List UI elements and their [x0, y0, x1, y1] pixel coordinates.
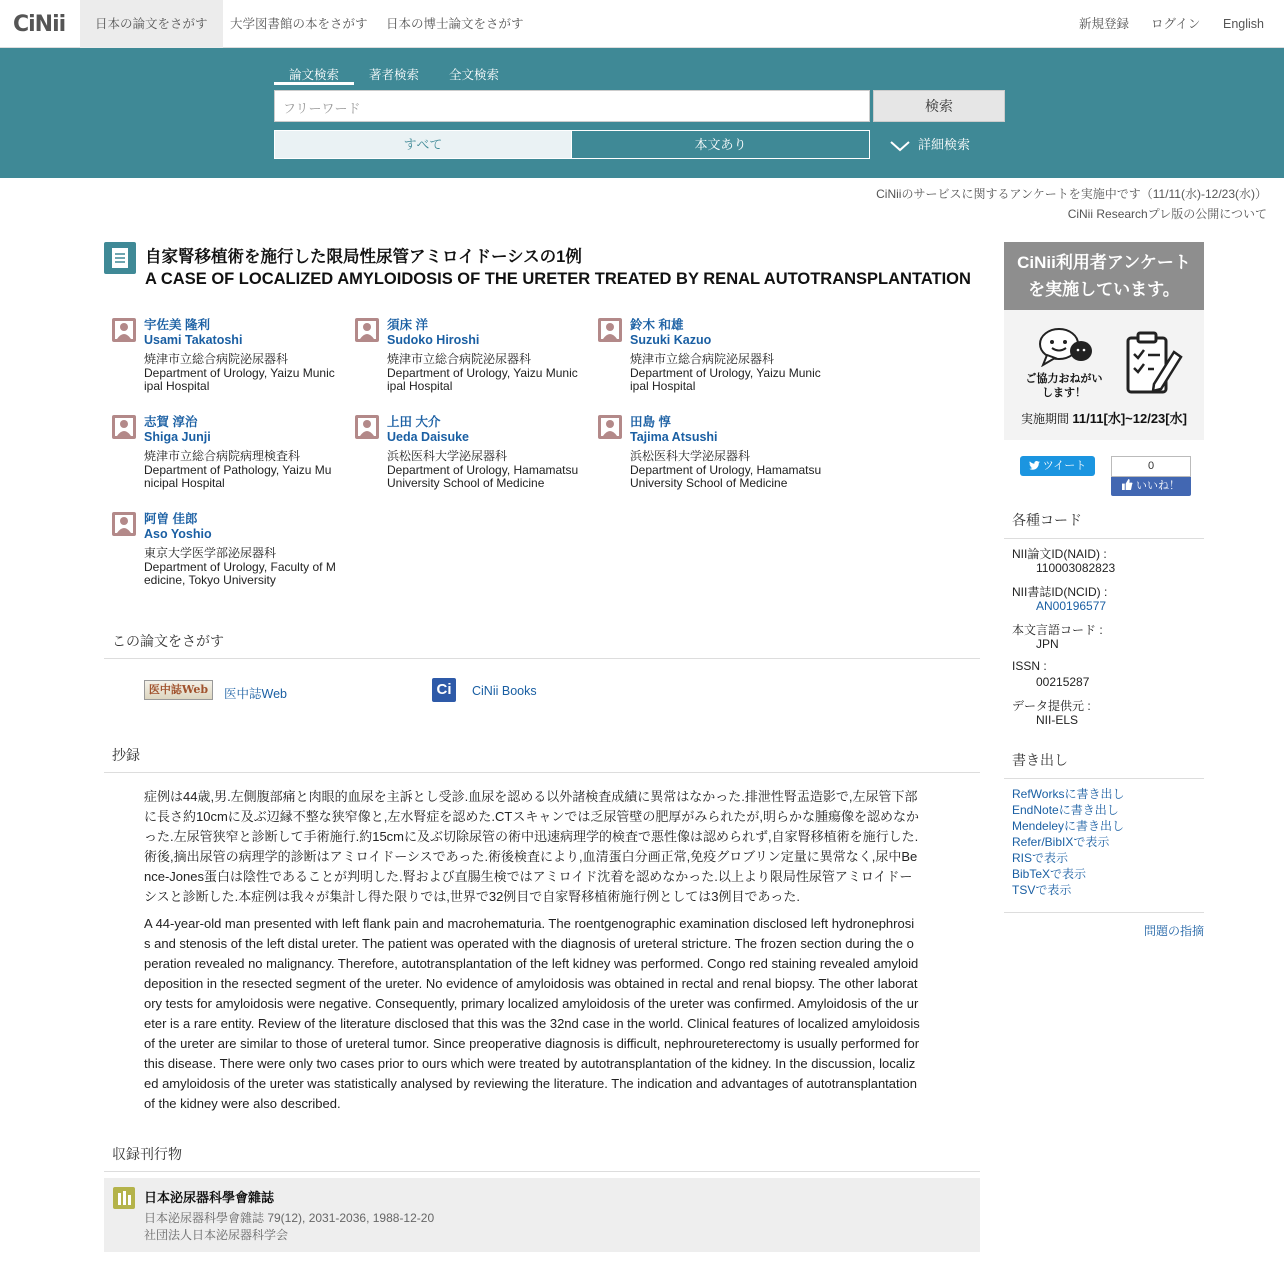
- author-card: [144, 415, 344, 490]
- issn-label: ISSN :: [1012, 659, 1047, 673]
- author-name-ja[interactable]: 鈴木 和雄: [630, 318, 684, 332]
- author-affiliation-en: Department of Urology, Yaizu Municipal Hospital: [630, 366, 821, 393]
- person-icon: [355, 415, 379, 439]
- cinii-books-link[interactable]: CiNii Books: [472, 684, 537, 698]
- thumbs-up-icon: [1122, 479, 1133, 490]
- author-affiliation-ja: 浜松医科大学泌尿器科: [387, 449, 508, 463]
- search-panel: [0, 48, 1284, 178]
- abstract-japanese: 症例は44歳,男.左側腹部痛と肉眼的血尿を主訴とし受診.血尿を認める以外諸検査成績に異常はなかった.排泄性腎盂造影で,左尿管下部に長さ約10cmに及ぶ辺縁不整な狭窄像と,左水腎症を認めた.CTスキャンでは乏尿管壁の肥厚がみられたが,明らかな腫瘍像を認めなかった.左尿管狭窄と診断して手術施行.約15cmに及ぶ切除尿管の術中迅速病理学的検査で悪性像は認められず,自家腎移植術を施行した.術後,摘出尿管の病理学的診断はアミロイドーシスであった.術後検査により,血清蛋白分画正常,免疫グロブリン定量に異常なく,尿中Bence-Jones蛋白は陰性であることが判明した.腎および直腸生検ではアミロイド沈着を認めなかった.以上より限局性尿管アミロイドーシスと診断した.本症例は我々が集計し得た限りでは,世界で32例目で自家腎移植術施行例としては3例目であった.: [144, 789, 919, 904]
- tweet-label: ツイート: [1042, 460, 1087, 472]
- facebook-like-label: いいね！: [1136, 480, 1181, 492]
- tab-doctoral-dissertations[interactable]: 日本の博士論文をさがす: [386, 17, 524, 31]
- author-name-ja[interactable]: 上田 大介: [387, 415, 441, 429]
- naid-label: NII論文ID(NAID) :: [1012, 547, 1107, 561]
- journal-icon: [113, 1187, 135, 1209]
- survey-notice-link[interactable]: CiNiiのサービスに関するアンケートを実施中です（11/11(水)-12/23(水)）: [876, 187, 1267, 201]
- author-affiliation-en: Department of Pathology, Yaizu Municipal Hospital: [144, 463, 332, 490]
- language-code-value: JPN: [1036, 637, 1059, 651]
- ncid-link[interactable]: AN00196577: [1036, 599, 1107, 613]
- period-dates: 11/11[水]~12/23[水]: [1072, 411, 1187, 426]
- codes-heading: 各種コード: [1004, 510, 1204, 539]
- cinii-books-icon[interactable]: Ci: [432, 678, 456, 702]
- facebook-like-count: 0: [1111, 456, 1191, 477]
- cinii-research-notice-link[interactable]: CiNii Researchプレ版の公開について: [1067, 207, 1267, 221]
- search-input[interactable]: フリーワード: [274, 90, 870, 122]
- person-icon: [112, 318, 136, 342]
- author-name-ja[interactable]: 宇佐美 隆利: [144, 318, 210, 332]
- survey-banner[interactable]: [1004, 242, 1204, 440]
- ichushi-link[interactable]: 医中誌Web: [224, 687, 287, 701]
- language-code-label: 本文言語コード :: [1012, 623, 1103, 637]
- author-card: [144, 318, 344, 393]
- author-name-en[interactable]: Ueda Daisuke: [387, 430, 469, 444]
- author-card: [630, 318, 830, 393]
- survey-banner-line1: CiNii利用者アンケート: [1017, 253, 1191, 272]
- author-card: [630, 415, 830, 490]
- ncid-label: NII書誌ID(NCID) :: [1012, 585, 1108, 599]
- tab-author-search[interactable]: 著者検索: [368, 68, 419, 82]
- author-name-en[interactable]: Aso Yoshio: [144, 527, 212, 541]
- author-affiliation-en: Department of Urology, Hamamatsu University School of Medicine: [387, 463, 579, 490]
- ichushi-logo[interactable]: 医中誌Web: [144, 680, 213, 700]
- issn-value: 00215287: [1036, 675, 1090, 689]
- speech-bubble-icon: [1037, 327, 1093, 367]
- author-name-ja[interactable]: 田島 惇: [630, 415, 671, 429]
- cinii-logo[interactable]: CiNii: [13, 12, 66, 37]
- export-bibtex[interactable]: BibTeXで表示: [1012, 867, 1087, 881]
- author-affiliation-en: Department of Urology, Faculty of Medicine, Tokyo University: [144, 560, 336, 587]
- author-affiliation-ja: 焼津市立総合病院泌尿器科: [630, 352, 775, 366]
- chevron-down-icon: [890, 140, 910, 152]
- author-card: [144, 512, 344, 587]
- survey-banner-please: ご協力おねがいします！: [1025, 373, 1103, 399]
- find-paper-heading: この論文をさがす: [104, 631, 980, 659]
- filter-fulltext[interactable]: 本文あり: [571, 130, 870, 159]
- article-title-ja: 自家腎移植術を施行した限局性尿管アミロイドーシスの1例: [145, 248, 582, 266]
- article-title-en: A CASE OF LOCALIZED AMYLOIDOSIS OF THE URETER TREATED BY RENAL AUTOTRANSPLANTATION: [145, 270, 971, 288]
- tab-japanese-papers[interactable]: 日本の論文をさがす: [80, 0, 223, 48]
- export-ris[interactable]: RISで表示: [1012, 851, 1069, 865]
- author-affiliation-ja: 焼津市立総合病院泌尿器科: [144, 352, 289, 366]
- person-icon: [355, 318, 379, 342]
- search-button[interactable]: 検索: [873, 90, 1005, 122]
- journal-name[interactable]: 日本泌尿器科學會雜誌: [144, 1190, 275, 1205]
- author-name-en[interactable]: Tajima Atsushi: [630, 430, 718, 444]
- survey-banner-period: [1004, 408, 1204, 427]
- author-name-en[interactable]: Usami Takatoshi: [144, 333, 243, 347]
- person-icon: [598, 415, 622, 439]
- person-icon: [112, 512, 136, 536]
- facebook-like-button[interactable]: [1111, 477, 1191, 496]
- author-affiliation-ja: 焼津市立総合病院泌尿器科: [387, 352, 532, 366]
- data-provider-label: データ提供元 :: [1012, 699, 1091, 713]
- author-name-en[interactable]: Sudoko Hiroshi: [387, 333, 480, 347]
- author-affiliation-ja: 焼津市立総合病院病理検査科: [144, 449, 301, 463]
- data-provider-value: NII-ELS: [1036, 713, 1079, 727]
- tab-university-library-books[interactable]: 大学図書館の本をさがす: [230, 17, 368, 31]
- register-link[interactable]: 新規登録: [1079, 17, 1130, 31]
- clipboard-pencil-icon: [1124, 330, 1184, 396]
- author-affiliation-en: Department of Urology, Yaizu Municipal Hospital: [387, 366, 578, 393]
- english-link[interactable]: English: [1223, 17, 1264, 31]
- naid-value: 110003082823: [1036, 561, 1116, 575]
- export-endnote[interactable]: EndNoteに書き出し: [1012, 803, 1119, 817]
- survey-banner-title: [1004, 242, 1204, 310]
- export-tsv[interactable]: TSVで表示: [1012, 883, 1072, 897]
- author-affiliation-ja: 浜松医科大学泌尿器科: [630, 449, 751, 463]
- author-name-en[interactable]: Suzuki Kazuo: [630, 333, 712, 347]
- document-icon: [104, 242, 136, 274]
- export-refer-bibix[interactable]: Refer/BibIXで表示: [1012, 835, 1110, 849]
- abstract-english: A 44-year-old man presented with left flank pain and macrohematuria. The roentgenographic examination disclosed left hydronephrosis and stenosis of the left distal ureter. The patient was operated with the diagnosis of ureteral stricture. The frozen section during the operation revealed no malignancy. Therefore, autotransplantation of the left kidney was performed. Congo red staining revealed amyloid deposition in the resected segment of the ureter. No evidence of amyloidosis was obtained in rectal and renal biopsy. The other laboratory tests for amyloidosis were negative. Consequently, primary localized amyloidosis of the ureter was confirmed. Amyloidosis of the ureter is a rare entity. Review of the literature disclosed that this was the 32nd case in the world. Clinical features of localized amyloidosis of the ureter are similar to those of ureteral tumor. Since preoperative diagnosis is difficult, nephroureterectomy is usually performed for this disease. There were only two cases prior to ours which were treated by autotransplantation of the kidney. In the discussion, localized amyloidosis of the ureter was statistically analysed by reviewing the literature. The indication and advantages of autotransplantation of the kidney were also described.: [144, 916, 920, 1111]
- period-label: 実施期間: [1021, 412, 1070, 426]
- author-affiliation-ja: 東京大学医学部泌尿器科: [144, 546, 277, 560]
- author-name-ja[interactable]: 須床 洋: [387, 318, 428, 332]
- login-link[interactable]: ログイン: [1151, 17, 1201, 31]
- author-name-ja[interactable]: 阿曽 佳郎: [144, 512, 198, 526]
- author-name-en[interactable]: Shiga Junji: [144, 430, 211, 444]
- author-affiliation-en: Department of Urology, Hamamatsu University School of Medicine: [630, 463, 822, 490]
- filter-all[interactable]: すべて: [274, 130, 572, 159]
- abstract-heading: 抄録: [104, 745, 980, 773]
- journal-publisher: 社団法人日本泌尿器科学会: [144, 1228, 289, 1242]
- top-navigation: [0, 0, 1284, 48]
- report-problem-link[interactable]: 問題の指摘: [1143, 924, 1204, 938]
- sidebar-divider: [1004, 912, 1204, 913]
- person-icon: [598, 318, 622, 342]
- journal-citation: 日本泌尿器科學會雜誌 79(12), 2031-2036, 1988-12-20: [144, 1211, 435, 1225]
- survey-banner-line2: を実施しています。: [1028, 280, 1180, 299]
- tab-fulltext-search[interactable]: 全文検索: [448, 68, 499, 82]
- person-icon: [112, 415, 136, 439]
- export-mendeley[interactable]: Mendeleyに書き出し: [1012, 819, 1125, 833]
- author-name-ja[interactable]: 志賀 淳治: [144, 415, 198, 429]
- author-affiliation-en: Department of Urology, Yaizu Municipal Hospital: [144, 366, 335, 393]
- author-card: [387, 318, 587, 393]
- author-card: [387, 415, 587, 490]
- export-refworks[interactable]: RefWorksに書き出し: [1012, 787, 1125, 801]
- export-heading: 書き出し: [1004, 750, 1204, 779]
- tweet-button[interactable]: [1020, 456, 1095, 476]
- advanced-search-label: 詳細検索: [918, 137, 971, 152]
- journal-card: [104, 1178, 980, 1252]
- tab-paper-search[interactable]: 論文検索: [274, 65, 354, 85]
- advanced-search-toggle[interactable]: [890, 130, 970, 159]
- journal-heading: 収録刊行物: [104, 1144, 980, 1172]
- twitter-icon: [1029, 461, 1040, 470]
